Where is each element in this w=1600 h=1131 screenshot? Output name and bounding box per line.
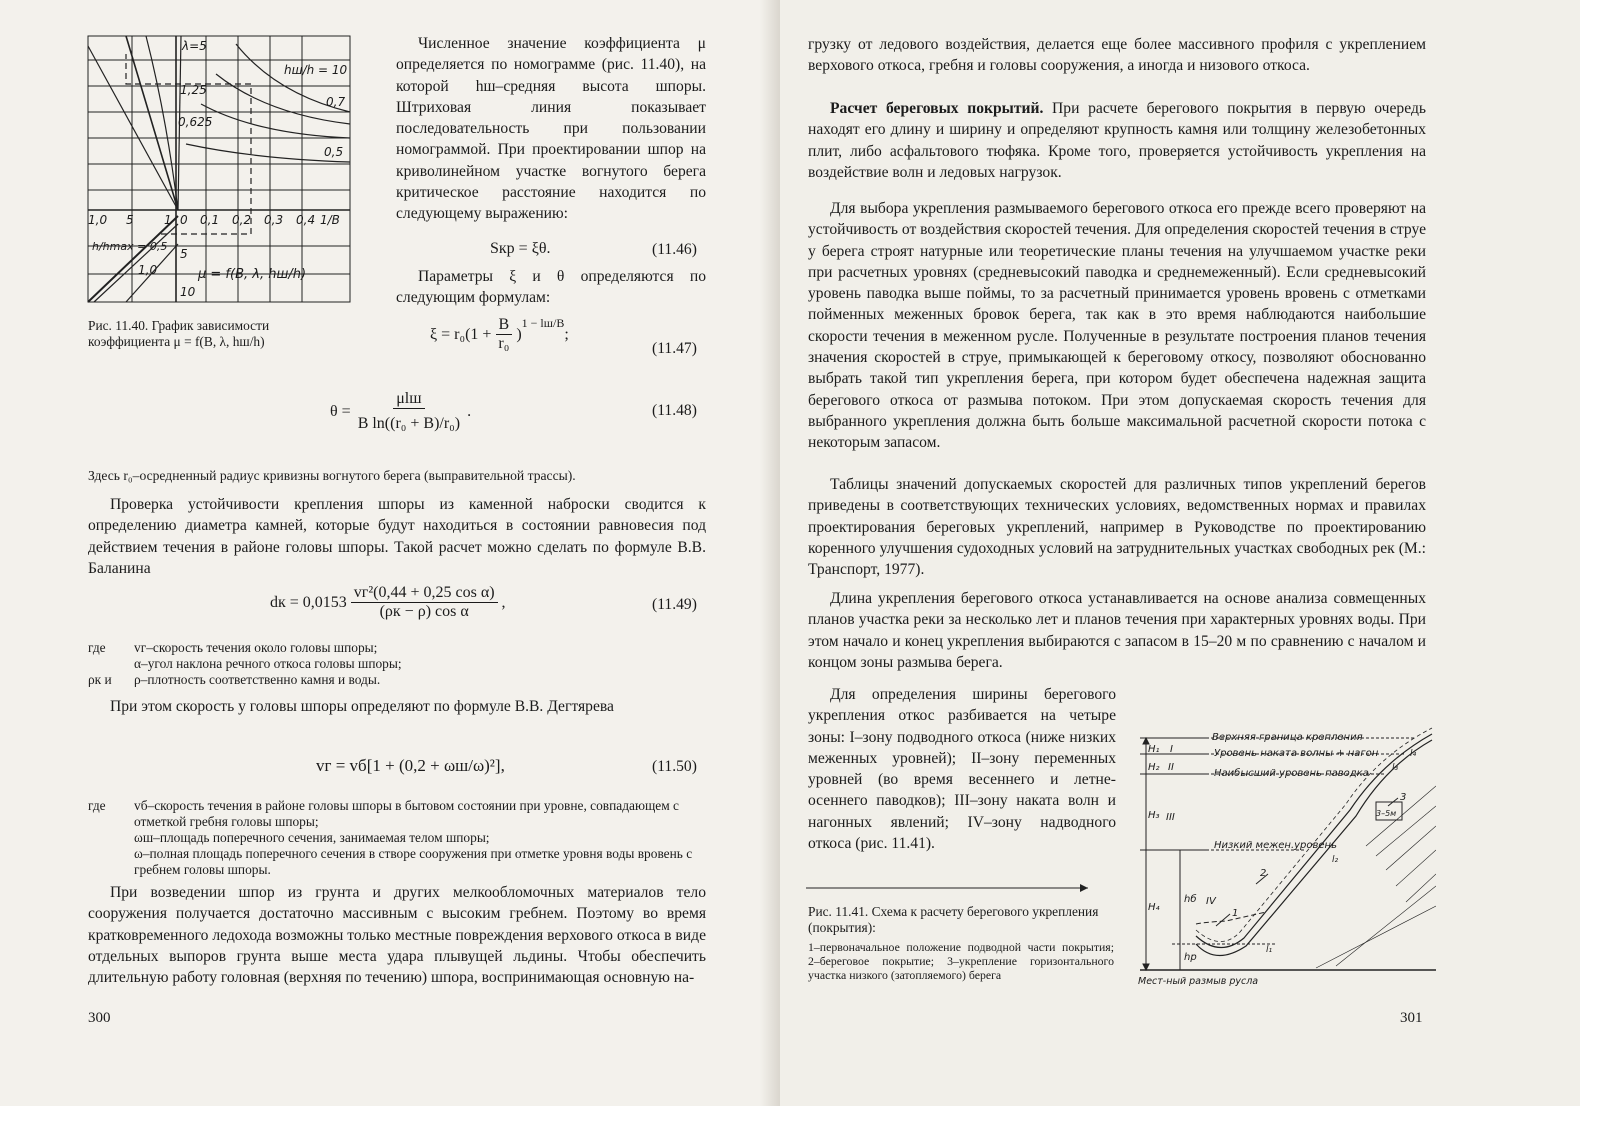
- nomogram-tick-1b: 1/B: [320, 213, 340, 227]
- formula-11-46-text: Sкр = ξθ.: [490, 240, 551, 257]
- nomogram-05-label: 0,5: [324, 145, 344, 159]
- para5: Для определения ширины берегового укрепления откос разбивается на четыре зоны: I–зону подводного откоса (ниже низких меженных уровней); II–зону переменных уровней (во время весеннего и летне-осеннего паводков); III–зону наката волн и нагонных явлений; IV–зону надводного откоса (рис. 11.41).: [808, 686, 1116, 853]
- scheme-n3-label: 3: [1400, 792, 1407, 803]
- top-paragraph-block: [808, 34, 1426, 77]
- scheme-l1-label: l₁: [1266, 945, 1273, 955]
- nomogram-tick-0: 0: [180, 213, 188, 227]
- nomogram-tick-10: 1,0: [88, 213, 108, 227]
- formula-11-47-number: (11.47): [652, 340, 697, 357]
- para3: Таблицы значений допускаемых скоростей для различных типов укреплений берегов приведены в соответствующих технических условиях, ведомственных нормах и правилах проектирования береговых укреплений, например в Руководстве по проектированию коренного улучшения судоходных условий на затруднительных участках свободных рек (М.: Транспорт, 1977).: [808, 476, 1426, 579]
- final-paragraph: При возведении шпор из грунта и других мелкообломочных материалов тело сооружения получается достаточно массивным с высоким гребнем. Поэтому во время кратковременного ледохода возможны только местные повреждения верхового откоса в виде отдельных выпоров грунта выше места удара плывущей льдины. Чтобы обеспечить длительную работу головная (верхняя по течению) шпора, воспринимающая основную на-: [88, 884, 706, 987]
- scheme-l3-label: l₃: [1392, 763, 1399, 773]
- where-11-49-text: ρ–плотность соответственно камня и воды.: [134, 672, 381, 687]
- nomogram-0625-label: 0,625: [178, 115, 213, 129]
- formula-11-50-text: vг = vб[1 + (0,2 + ωш/ω)²],: [316, 756, 505, 775]
- scheme-wave-level-label: Уровень наката волны + нагон: [1214, 748, 1379, 759]
- formula-11-49-fraction: [351, 584, 498, 621]
- params-text: Параметры ξ и θ определяются по следующим формулам:: [396, 268, 706, 307]
- where-list-11-49: [88, 640, 708, 688]
- where-11-50-row: [88, 846, 708, 878]
- scheme-zone4-label: IV: [1206, 896, 1216, 907]
- nomogram-tick-1: 1: [164, 213, 172, 227]
- formula-11-47-numerator: B: [496, 316, 513, 335]
- nomogram-5-label: 5: [180, 247, 188, 261]
- para3-block: [808, 474, 1426, 580]
- formula-11-49-lhs: dк = 0,0153: [270, 593, 347, 611]
- intro-paragraph: Численное значение коэффициента μ определяется по номограмме (рис. 11.40), на которой hш–средняя высота шпоры. Штриховая линия показывает последовательность при пользовании номограммой. При проектировании шпор на криволинейном участке вогнутого берега критическое расстояние находится по следующему выражению:: [396, 35, 706, 223]
- scheme-hb-label: hб: [1184, 894, 1197, 905]
- figure-11-41-caption: Рис. 11.41. Схема к расчету берегового укрепления (покрытия):: [808, 904, 1099, 935]
- where-11-49-text: α–угол наклона речного откоса головы шпоры;: [134, 656, 402, 671]
- section-text: При расчете берегового покрытия в первую очередь находят его длину и ширину и определяют крупность камня или толщину железобетонных плит, либо асфальтового тюфяка. Кроме того, проверяется устойчивость укрепления на воздействие волн и ледовых нагрузок.: [808, 100, 1426, 181]
- scheme-bottom-label: Мест-ный размыв русла: [1138, 976, 1259, 987]
- here-text: [88, 468, 708, 484]
- where-list-11-50: [88, 798, 708, 878]
- scheme-h1-label: H₁: [1148, 744, 1160, 755]
- page-edge: [1580, 0, 1600, 1131]
- where-11-50-row: [88, 830, 708, 846]
- scheme-flood-level-label: Наибысший уровень паводка: [1214, 768, 1369, 779]
- where-11-50-text: ω–полная площадь поперечного сечения в створе сооружения при отметке уровня воды вровень с гребнем головы шпоры.: [134, 846, 693, 877]
- page-number-left: 300: [88, 1010, 111, 1026]
- where-11-50-text: vб–скорость течения в районе головы шпоры в бытовом состоянии при уровне, совпадающем с отметкой гребня головы шпоры;: [134, 798, 679, 829]
- formula-11-48-number: (11.48): [652, 402, 697, 419]
- scheme-n1-label: 1: [1232, 908, 1239, 919]
- where-11-50-label: [88, 846, 134, 878]
- nomogram-tick-04: 0,4: [296, 213, 316, 227]
- scheme-n2-label: 2: [1260, 868, 1267, 879]
- para5-block: [808, 684, 1116, 854]
- nomogram-125-label: 1,25: [180, 83, 207, 97]
- formula-11-49: dк = 0,0153 $\frac{\text{vг²(0,44 + 0,25 cos α)}}{\text{(ρк − ρ) cos α}}$ ,: [270, 584, 506, 620]
- nomogram-hsh-h-label: hш/h = 10: [284, 63, 348, 77]
- scheme-h2-label: H₂: [1148, 762, 1160, 773]
- formula-11-46-number: (11.46): [652, 241, 697, 258]
- where-11-49-label: где: [88, 640, 106, 655]
- right-page: [780, 0, 1580, 1131]
- formula-11-47-fraction: [495, 316, 512, 353]
- scheme-zone3-label: III: [1166, 812, 1175, 823]
- page-number-right: 301: [1400, 1010, 1423, 1026]
- top-paragraph: грузку от ледового воздействия, делается еще более массивного профиля с укреплением верхового откоса, гребня и головы сооружения, а иногда и низового откоса.: [808, 36, 1426, 75]
- nomogram-tick-02: 0,2: [232, 213, 252, 227]
- formula-11-49-numerator: vг²(0,44 + 0,25 cos α): [351, 584, 498, 603]
- nomogram-figure: [86, 34, 356, 306]
- formula-11-47-denominator: r₀: [498, 335, 510, 352]
- formula-11-48-lhs: θ =: [330, 402, 351, 420]
- where-11-49-label: ρк и: [88, 672, 112, 687]
- where-11-49-row: [88, 640, 708, 656]
- check-paragraph: Проверка устойчивости крепления шпоры из каменной наброски сводится к определению диаметра камней, которые будут находиться в состоянии равновесия под действием течения в районе головы шпоры. Такой расчет можно сделать по формуле В.В. Баланина: [88, 496, 706, 577]
- scheme-hp-label: hр: [1184, 952, 1197, 963]
- scheme-l2-label: l₂: [1332, 855, 1339, 865]
- scheme-h3-label: H₃: [1148, 810, 1160, 821]
- nomogram-tick-01: 0,1: [200, 213, 220, 227]
- para2: Для выбора укрепления размываемого берегового откоса его прежде всего проверяют на устойчивость от воздействия скоростей течения. Для определения скоростей течения в струе у берега строят натурные или теоретические планы течения на улучшаемом участке реки при расчетных уровнях (средневысокий паводка и среднемеженный). Если средневысокий уровень паводка выше поймы, то за расчетный принимается уровень вровень с отметками пойменных меженных бровок берега, так как в это время наблюдаются наибольшие скорости течения в меженном русле. Полученные в результате построения планов течения значения скоростей в струе, примыкающей к береговому откосу, позволяют обоснованно выбрать такой тип укрепления берега, при котором будет обеспечена надежная защита берегового откоса от размыва потоком. При этом допускаемая скорость течения для выбранного укрепления должна быть больше максимальной расчетной скорости потока с некоторым запасом.: [808, 200, 1426, 452]
- figure-11-40-caption: Рис. 11.40. График зависимости коэффициента μ = f(B, λ, hш/h): [88, 318, 270, 349]
- degtyarev-block: [88, 696, 706, 717]
- section-paragraph: [808, 98, 1426, 183]
- where-11-49-row: [88, 672, 708, 688]
- formula-11-48-fraction: [355, 390, 463, 433]
- para2-block: [808, 198, 1426, 454]
- scheme-h4-label: H₄: [1148, 902, 1160, 913]
- degtyarev-text: При этом скорость у головы шпоры определяют по формуле В.В. Дегтярева: [110, 698, 614, 715]
- scheme-l4-label: l₄: [1410, 749, 1417, 759]
- bank-protection-scheme: [1136, 726, 1436, 1000]
- where-11-50-label: где: [88, 798, 106, 813]
- formula-11-48-numerator: μlш: [393, 390, 424, 409]
- left-page: [0, 0, 780, 1131]
- where-11-50-text: ωш–площадь поперечного сечения, занимаемая телом шпоры;: [134, 830, 490, 845]
- where-11-49-row: [88, 656, 708, 672]
- formula-11-47-exponent: 1 − lш/B: [521, 316, 565, 330]
- formula-11-50: [316, 756, 505, 776]
- formula-11-48-denominator: B ln((r₀ + B)/r₀): [357, 415, 461, 432]
- where-11-50-row: [88, 798, 708, 830]
- scheme-top-limit-label: Верхняя граница крепления: [1212, 732, 1363, 743]
- here-text-line: Здесь r₀–осредненный радиус кривизны вогнутого берега (выправительной трассы).: [88, 468, 576, 483]
- figure-11-41-legend: 1–первоначальное положение подводной части покрытия; 2–береговое покрытие; 3–укрепление горизонтального участка низкого (затопляемого) берега: [808, 940, 1114, 982]
- section-title: Расчет береговых покрытий.: [830, 100, 1044, 117]
- nomogram-lambda-label: λ=5: [182, 39, 207, 53]
- nomogram-10a-label: 1,0: [138, 263, 158, 277]
- formula-11-50-number: (11.50): [652, 758, 697, 775]
- formula-11-46: [490, 240, 551, 258]
- final-paragraph-block: [88, 882, 706, 988]
- intro-paragraph-block: [396, 33, 706, 225]
- params-text-block: [396, 266, 706, 309]
- section-block: [808, 98, 1426, 183]
- formula-11-49-number: (11.49): [652, 596, 697, 613]
- where-11-49-label: [88, 656, 134, 672]
- where-11-50-label: [88, 830, 134, 846]
- scan-bottom-band: [0, 1106, 1600, 1131]
- para4-block: [808, 588, 1426, 673]
- nomogram-07-label: 0,7: [326, 95, 346, 109]
- where-11-49-text: vг–скорость течения около головы шпоры;: [134, 640, 378, 655]
- formula-11-49-denominator: (ρк − ρ) cos α: [379, 603, 469, 620]
- formula-11-48: θ = $\frac{\text{μlш}}{\text{B ln((r₀ + B)/r₀)}}$ .: [330, 390, 472, 432]
- para4: Длина укрепления берегового откоса устанавливается на основе анализа совмещенных планов участка реки за несколько лет и планов течения при характерных уровнях воды. При этом начало и конец укрепления выбираются с запасом в 15–20 м по сравнению с началом и концом зоны размыва берега.: [808, 590, 1426, 671]
- nomogram-mu-func-label: μ = f(B, λ, hш/h): [198, 267, 307, 282]
- scheme-zone2-label: II: [1168, 762, 1174, 773]
- nomogram-h-hmax-label: h/hmax = 0,5: [92, 240, 168, 253]
- scheme-w35-label: 3–5м: [1376, 809, 1397, 818]
- scheme-zone1-label: I: [1170, 744, 1173, 755]
- nomogram-10b-label: 10: [180, 285, 196, 299]
- nomogram-tick-5: 5: [126, 213, 134, 227]
- scheme-low-level-label: Низкий межен.уровень: [1214, 840, 1337, 851]
- formula-11-47: ξ = r₀(1 + $\frac{B}{\text{r₀}}$ ) $^{1 - lш/B}$ ;: [430, 316, 569, 352]
- caption-arrow: [806, 882, 1096, 894]
- formula-11-47-lhs: ξ = r₀(1 +: [430, 325, 492, 343]
- check-paragraph-block: [88, 494, 706, 579]
- nomogram-tick-03: 0,3: [264, 213, 284, 227]
